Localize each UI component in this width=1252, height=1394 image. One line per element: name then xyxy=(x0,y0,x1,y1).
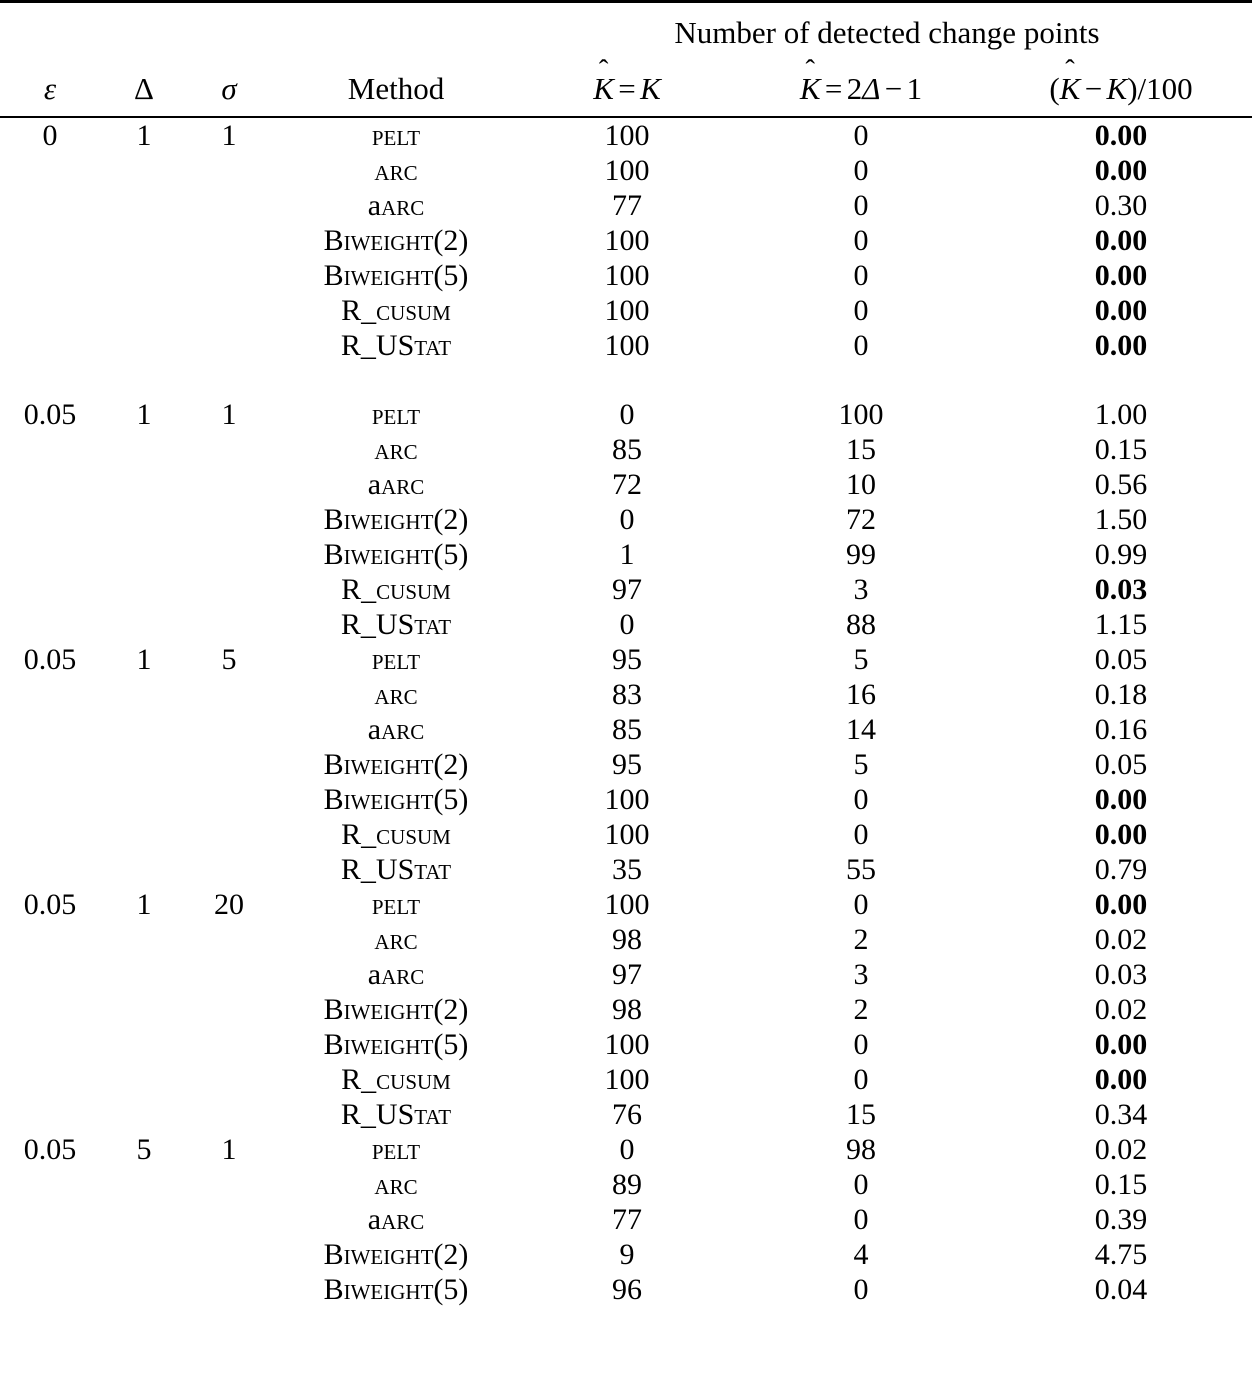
cell-khat-eq-k: 98 xyxy=(612,923,642,956)
cell-khat-eq-k: 100 xyxy=(604,1028,650,1061)
cell-khat-eq-k: 100 xyxy=(604,154,650,187)
cell-khat-eq-k: 72 xyxy=(612,468,642,501)
cell-khat-eq-k: 0 xyxy=(619,1133,635,1166)
cell-khat-minus-k-over-100: 0.00 xyxy=(1094,329,1148,362)
cell-method: R_UStat xyxy=(340,329,452,362)
cell-khat-minus-k-over-100: 0.16 xyxy=(1094,713,1148,746)
cell-khat-minus-k-over-100: 0.15 xyxy=(1094,1168,1148,1201)
column-header-sigma: σ xyxy=(221,71,237,106)
cell-epsilon xyxy=(0,1237,100,1272)
table-row xyxy=(0,397,1252,432)
cell-delta xyxy=(100,502,188,537)
cell-sigma xyxy=(188,293,270,328)
cell-epsilon xyxy=(0,293,100,328)
cell-khat-minus-k-over-100: 0.00 xyxy=(1094,888,1148,921)
cell-sigma xyxy=(188,1097,270,1132)
table-row xyxy=(0,188,1252,223)
cell-method: Biweight(5) xyxy=(323,1028,469,1061)
cell-khat-eq-2delta-minus-1: 98 xyxy=(846,1133,876,1166)
cell-khat-minus-k-over-100: 0.15 xyxy=(1094,433,1148,466)
cell-method: Biweight(2) xyxy=(323,748,469,781)
cell-khat-minus-k-over-100: 1.50 xyxy=(1094,503,1148,536)
table-row xyxy=(0,887,1252,922)
cell-khat-eq-k: 95 xyxy=(612,643,642,676)
cell-khat-eq-2delta-minus-1: 0 xyxy=(853,1063,869,1096)
cell-delta xyxy=(100,188,188,223)
cell-epsilon xyxy=(0,537,100,572)
column-header-khat-minus-k-over-100: (K − K)/100 xyxy=(1049,71,1193,106)
table-row xyxy=(0,1132,1252,1167)
cell-khat-eq-2delta-minus-1: 0 xyxy=(853,783,869,816)
cell-khat-eq-2delta-minus-1: 15 xyxy=(846,433,876,466)
cell-sigma xyxy=(188,1272,270,1307)
cell-epsilon: 0.05 xyxy=(23,888,77,921)
cell-epsilon xyxy=(0,712,100,747)
cell-khat-eq-k: 0 xyxy=(619,503,635,536)
cell-epsilon xyxy=(0,1167,100,1202)
cell-sigma xyxy=(188,188,270,223)
cell-epsilon xyxy=(0,1027,100,1062)
cell-epsilon xyxy=(0,992,100,1027)
cell-khat-eq-k: 100 xyxy=(604,259,650,292)
cell-epsilon xyxy=(0,328,100,363)
cell-method: pelt xyxy=(371,888,421,921)
cell-khat-minus-k-over-100: 0.00 xyxy=(1094,224,1148,257)
cell-khat-eq-2delta-minus-1: 5 xyxy=(853,643,869,676)
table-body xyxy=(0,118,1252,1307)
cell-khat-minus-k-over-100: 0.02 xyxy=(1094,1133,1148,1166)
cell-epsilon xyxy=(0,467,100,502)
cell-method: arc xyxy=(374,154,418,187)
cell-khat-eq-k: 98 xyxy=(612,993,642,1026)
cell-khat-eq-k: 100 xyxy=(604,1063,650,1096)
cell-delta xyxy=(100,712,188,747)
cell-sigma: 5 xyxy=(221,643,237,676)
cell-sigma: 1 xyxy=(221,1133,237,1166)
cell-khat-minus-k-over-100: 4.75 xyxy=(1094,1238,1148,1271)
cell-epsilon xyxy=(0,747,100,782)
cell-khat-eq-k: 76 xyxy=(612,1098,642,1131)
spanning-header-row xyxy=(0,3,1252,53)
table-header xyxy=(0,2,1252,119)
cell-sigma xyxy=(188,607,270,642)
cell-method: Biweight(5) xyxy=(323,259,469,292)
table-row xyxy=(0,1202,1252,1237)
cell-sigma xyxy=(188,1167,270,1202)
cell-sigma: 1 xyxy=(221,398,237,431)
cell-delta: 1 xyxy=(136,398,152,431)
cell-sigma xyxy=(188,712,270,747)
cell-sigma xyxy=(188,432,270,467)
cell-sigma: 20 xyxy=(214,888,244,921)
cell-delta xyxy=(100,677,188,712)
cell-khat-eq-k: 35 xyxy=(612,853,642,886)
cell-epsilon xyxy=(0,922,100,957)
cell-delta xyxy=(100,852,188,887)
cell-khat-eq-2delta-minus-1: 0 xyxy=(853,1168,869,1201)
cell-khat-minus-k-over-100: 0.00 xyxy=(1094,294,1148,327)
cell-khat-minus-k-over-100: 1.00 xyxy=(1094,398,1148,431)
cell-khat-eq-2delta-minus-1: 16 xyxy=(846,678,876,711)
table-row xyxy=(0,1062,1252,1097)
cell-delta xyxy=(100,922,188,957)
cell-khat-eq-2delta-minus-1: 2 xyxy=(853,923,869,956)
cell-khat-eq-k: 97 xyxy=(612,958,642,991)
cell-method: Biweight(2) xyxy=(323,1238,469,1271)
cell-khat-eq-k: 0 xyxy=(619,398,635,431)
cell-epsilon xyxy=(0,817,100,852)
cell-khat-eq-2delta-minus-1: 3 xyxy=(853,573,869,606)
cell-delta xyxy=(100,223,188,258)
cell-khat-eq-2delta-minus-1: 0 xyxy=(853,154,869,187)
cell-khat-minus-k-over-100: 0.99 xyxy=(1094,538,1148,571)
cell-epsilon: 0.05 xyxy=(23,643,77,676)
table-row xyxy=(0,502,1252,537)
cell-epsilon xyxy=(0,223,100,258)
cell-method: R_UStat xyxy=(340,853,452,886)
table-row xyxy=(0,642,1252,677)
cell-method: aarc xyxy=(367,958,425,991)
cell-sigma xyxy=(188,502,270,537)
table-row xyxy=(0,712,1252,747)
table-row xyxy=(0,782,1252,817)
cell-epsilon xyxy=(0,1202,100,1237)
cell-delta: 1 xyxy=(136,643,152,676)
cell-delta: 1 xyxy=(136,888,152,921)
cell-khat-eq-2delta-minus-1: 3 xyxy=(853,958,869,991)
cell-method: Biweight(2) xyxy=(323,503,469,536)
column-header-delta: Δ xyxy=(134,71,154,106)
cell-khat-eq-2delta-minus-1: 2 xyxy=(853,993,869,1026)
cell-khat-eq-2delta-minus-1: 5 xyxy=(853,748,869,781)
cell-sigma xyxy=(188,537,270,572)
cell-khat-eq-2delta-minus-1: 0 xyxy=(853,818,869,851)
cell-khat-eq-2delta-minus-1: 0 xyxy=(853,1273,869,1306)
cell-khat-eq-k: 95 xyxy=(612,748,642,781)
cell-delta xyxy=(100,782,188,817)
cell-sigma xyxy=(188,957,270,992)
cell-khat-eq-k: 100 xyxy=(604,119,650,152)
cell-sigma xyxy=(188,782,270,817)
cell-delta: 5 xyxy=(136,1133,152,1166)
cell-khat-minus-k-over-100: 0.79 xyxy=(1094,853,1148,886)
cell-khat-minus-k-over-100: 0.05 xyxy=(1094,643,1148,676)
cell-khat-eq-k: 85 xyxy=(612,433,642,466)
table-row xyxy=(0,1167,1252,1202)
cell-sigma xyxy=(188,153,270,188)
cell-khat-eq-2delta-minus-1: 4 xyxy=(853,1238,869,1271)
cell-khat-eq-2delta-minus-1: 0 xyxy=(853,1028,869,1061)
cell-epsilon xyxy=(0,1272,100,1307)
spanning-header-detected-change-points: Number of detected change points xyxy=(674,15,1100,50)
cell-khat-minus-k-over-100: 1.15 xyxy=(1094,608,1148,641)
cell-khat-eq-2delta-minus-1: 14 xyxy=(846,713,876,746)
cell-khat-eq-2delta-minus-1: 72 xyxy=(846,503,876,536)
cell-khat-eq-k: 100 xyxy=(604,294,650,327)
cell-method: aarc xyxy=(367,713,425,746)
cell-delta xyxy=(100,992,188,1027)
cell-method: R_cusum xyxy=(341,294,451,327)
cell-sigma: 1 xyxy=(221,119,237,152)
cell-delta xyxy=(100,432,188,467)
cell-khat-eq-2delta-minus-1: 0 xyxy=(853,259,869,292)
table-row xyxy=(0,607,1252,642)
cell-delta xyxy=(100,258,188,293)
cell-khat-eq-k: 96 xyxy=(612,1273,642,1306)
cell-method: Biweight(5) xyxy=(323,783,469,816)
cell-sigma xyxy=(188,223,270,258)
cell-khat-minus-k-over-100: 0.00 xyxy=(1094,1063,1148,1096)
cell-khat-eq-2delta-minus-1: 10 xyxy=(846,468,876,501)
cell-sigma xyxy=(188,992,270,1027)
cell-sigma xyxy=(188,1062,270,1097)
cell-khat-minus-k-over-100: 0.00 xyxy=(1094,818,1148,851)
cell-khat-minus-k-over-100: 0.34 xyxy=(1094,1098,1148,1131)
cell-sigma xyxy=(188,747,270,782)
cell-khat-eq-k: 100 xyxy=(604,818,650,851)
cell-method: Biweight(5) xyxy=(323,538,469,571)
cell-epsilon: 0 xyxy=(42,119,58,152)
cell-khat-eq-k: 100 xyxy=(604,888,650,921)
cell-epsilon xyxy=(0,607,100,642)
cell-epsilon xyxy=(0,153,100,188)
cell-khat-eq-k: 100 xyxy=(604,329,650,362)
cell-khat-minus-k-over-100: 0.00 xyxy=(1094,119,1148,152)
table-row xyxy=(0,922,1252,957)
table-row xyxy=(0,432,1252,467)
table-row xyxy=(0,852,1252,887)
cell-khat-minus-k-over-100: 0.02 xyxy=(1094,923,1148,956)
cell-khat-eq-2delta-minus-1: 88 xyxy=(846,608,876,641)
table-row xyxy=(0,817,1252,852)
table-row xyxy=(0,328,1252,363)
column-header-khat-eq-2delta-minus-1: K = 2Δ − 1 xyxy=(799,71,923,106)
column-header-khat-eq-k: K = K xyxy=(593,71,661,106)
cell-method: pelt xyxy=(371,643,421,676)
cell-method: aarc xyxy=(367,189,425,222)
cell-epsilon xyxy=(0,852,100,887)
cell-khat-minus-k-over-100: 0.04 xyxy=(1094,1273,1148,1306)
cell-epsilon: 0.05 xyxy=(23,398,77,431)
cell-khat-minus-k-over-100: 0.03 xyxy=(1094,958,1148,991)
cell-khat-eq-2delta-minus-1: 99 xyxy=(846,538,876,571)
cell-khat-eq-2delta-minus-1: 0 xyxy=(853,119,869,152)
cell-method: R_UStat xyxy=(340,1098,452,1131)
table-row xyxy=(0,747,1252,782)
cell-sigma xyxy=(188,817,270,852)
cell-method: R_cusum xyxy=(341,573,451,606)
cell-method: R_UStat xyxy=(340,608,452,641)
cell-delta xyxy=(100,1202,188,1237)
cell-delta xyxy=(100,1027,188,1062)
cell-delta xyxy=(100,467,188,502)
table-row xyxy=(0,293,1252,328)
table-row xyxy=(0,467,1252,502)
cell-khat-minus-k-over-100: 0.39 xyxy=(1094,1203,1148,1236)
cell-khat-eq-2delta-minus-1: 0 xyxy=(853,294,869,327)
cell-khat-eq-k: 85 xyxy=(612,713,642,746)
cell-sigma xyxy=(188,1027,270,1062)
cell-khat-eq-2delta-minus-1: 0 xyxy=(853,224,869,257)
cell-khat-eq-2delta-minus-1: 0 xyxy=(853,1203,869,1236)
cell-delta xyxy=(100,153,188,188)
cell-epsilon xyxy=(0,432,100,467)
cell-khat-eq-k: 89 xyxy=(612,1168,642,1201)
cell-khat-eq-k: 9 xyxy=(619,1238,635,1271)
cell-sigma xyxy=(188,572,270,607)
cell-delta xyxy=(100,747,188,782)
cell-epsilon xyxy=(0,188,100,223)
cell-method: pelt xyxy=(371,398,421,431)
cell-sigma xyxy=(188,677,270,712)
cell-epsilon xyxy=(0,572,100,607)
cell-khat-minus-k-over-100: 0.56 xyxy=(1094,468,1148,501)
cell-khat-eq-2delta-minus-1: 100 xyxy=(838,398,884,431)
table-row xyxy=(0,1027,1252,1062)
table-row xyxy=(0,1272,1252,1307)
cell-method: arc xyxy=(374,923,418,956)
cell-epsilon xyxy=(0,1097,100,1132)
cell-epsilon xyxy=(0,782,100,817)
table-row xyxy=(0,677,1252,712)
cell-sigma xyxy=(188,328,270,363)
cell-khat-eq-k: 77 xyxy=(612,1203,642,1236)
table-row xyxy=(0,957,1252,992)
cell-delta xyxy=(100,957,188,992)
cell-epsilon xyxy=(0,677,100,712)
cell-khat-minus-k-over-100: 0.03 xyxy=(1094,573,1148,606)
table-row xyxy=(0,258,1252,293)
cell-method: Biweight(2) xyxy=(323,224,469,257)
cell-sigma xyxy=(188,852,270,887)
cell-khat-eq-2delta-minus-1: 15 xyxy=(846,1098,876,1131)
cell-khat-minus-k-over-100: 0.18 xyxy=(1094,678,1148,711)
cell-delta xyxy=(100,607,188,642)
cell-sigma xyxy=(188,467,270,502)
cell-method: pelt xyxy=(371,1133,421,1166)
table-row xyxy=(0,992,1252,1027)
cell-khat-eq-k: 100 xyxy=(604,783,650,816)
cell-epsilon xyxy=(0,1062,100,1097)
cell-delta: 1 xyxy=(136,119,152,152)
cell-khat-eq-k: 83 xyxy=(612,678,642,711)
cell-khat-minus-k-over-100: 0.30 xyxy=(1094,189,1148,222)
spanning-header-blank xyxy=(0,3,522,53)
cell-delta xyxy=(100,1097,188,1132)
cell-delta xyxy=(100,817,188,852)
cell-khat-eq-k: 97 xyxy=(612,573,642,606)
cell-method: pelt xyxy=(371,119,421,152)
cell-delta xyxy=(100,293,188,328)
cell-delta xyxy=(100,572,188,607)
cell-khat-eq-2delta-minus-1: 0 xyxy=(853,329,869,362)
cell-khat-eq-k: 0 xyxy=(619,608,635,641)
cell-khat-minus-k-over-100: 0.02 xyxy=(1094,993,1148,1026)
cell-delta xyxy=(100,1237,188,1272)
cell-khat-minus-k-over-100: 0.00 xyxy=(1094,1028,1148,1061)
cell-method: arc xyxy=(374,678,418,711)
cell-khat-eq-2delta-minus-1: 55 xyxy=(846,853,876,886)
cell-khat-eq-2delta-minus-1: 0 xyxy=(853,888,869,921)
column-header-row xyxy=(0,53,1252,117)
cell-delta xyxy=(100,1272,188,1307)
table-row xyxy=(0,1237,1252,1272)
cell-method: aarc xyxy=(367,468,425,501)
cell-delta xyxy=(100,1167,188,1202)
cell-khat-minus-k-over-100: 0.05 xyxy=(1094,748,1148,781)
cell-khat-minus-k-over-100: 0.00 xyxy=(1094,783,1148,816)
cell-khat-minus-k-over-100: 0.00 xyxy=(1094,259,1148,292)
cell-sigma xyxy=(188,1237,270,1272)
cell-method: Biweight(2) xyxy=(323,993,469,1026)
cell-epsilon xyxy=(0,957,100,992)
cell-method: aarc xyxy=(367,1203,425,1236)
table-row xyxy=(0,537,1252,572)
cell-sigma xyxy=(188,922,270,957)
table-row xyxy=(0,572,1252,607)
cell-method: Biweight(5) xyxy=(323,1273,469,1306)
cell-delta xyxy=(100,537,188,572)
cell-method: R_cusum xyxy=(341,1063,451,1096)
table-row xyxy=(0,118,1252,153)
cell-method: arc xyxy=(374,433,418,466)
cell-khat-eq-k: 1 xyxy=(619,538,635,571)
cell-sigma xyxy=(188,258,270,293)
table-row xyxy=(0,1097,1252,1132)
cell-delta xyxy=(100,1062,188,1097)
cell-khat-minus-k-over-100: 0.00 xyxy=(1094,154,1148,187)
cell-epsilon: 0.05 xyxy=(23,1133,77,1166)
table-row xyxy=(0,223,1252,258)
column-header-method: Method xyxy=(347,71,445,106)
column-header-epsilon: ε xyxy=(43,71,57,106)
block-spacer xyxy=(0,363,1252,397)
table-row xyxy=(0,153,1252,188)
cell-epsilon xyxy=(0,258,100,293)
cell-method: arc xyxy=(374,1168,418,1201)
cell-method: R_cusum xyxy=(341,818,451,851)
cell-khat-eq-k: 77 xyxy=(612,189,642,222)
cell-delta xyxy=(100,328,188,363)
cell-khat-eq-k: 100 xyxy=(604,224,650,257)
cell-sigma xyxy=(188,1202,270,1237)
cell-epsilon xyxy=(0,502,100,537)
cell-khat-eq-2delta-minus-1: 0 xyxy=(853,189,869,222)
